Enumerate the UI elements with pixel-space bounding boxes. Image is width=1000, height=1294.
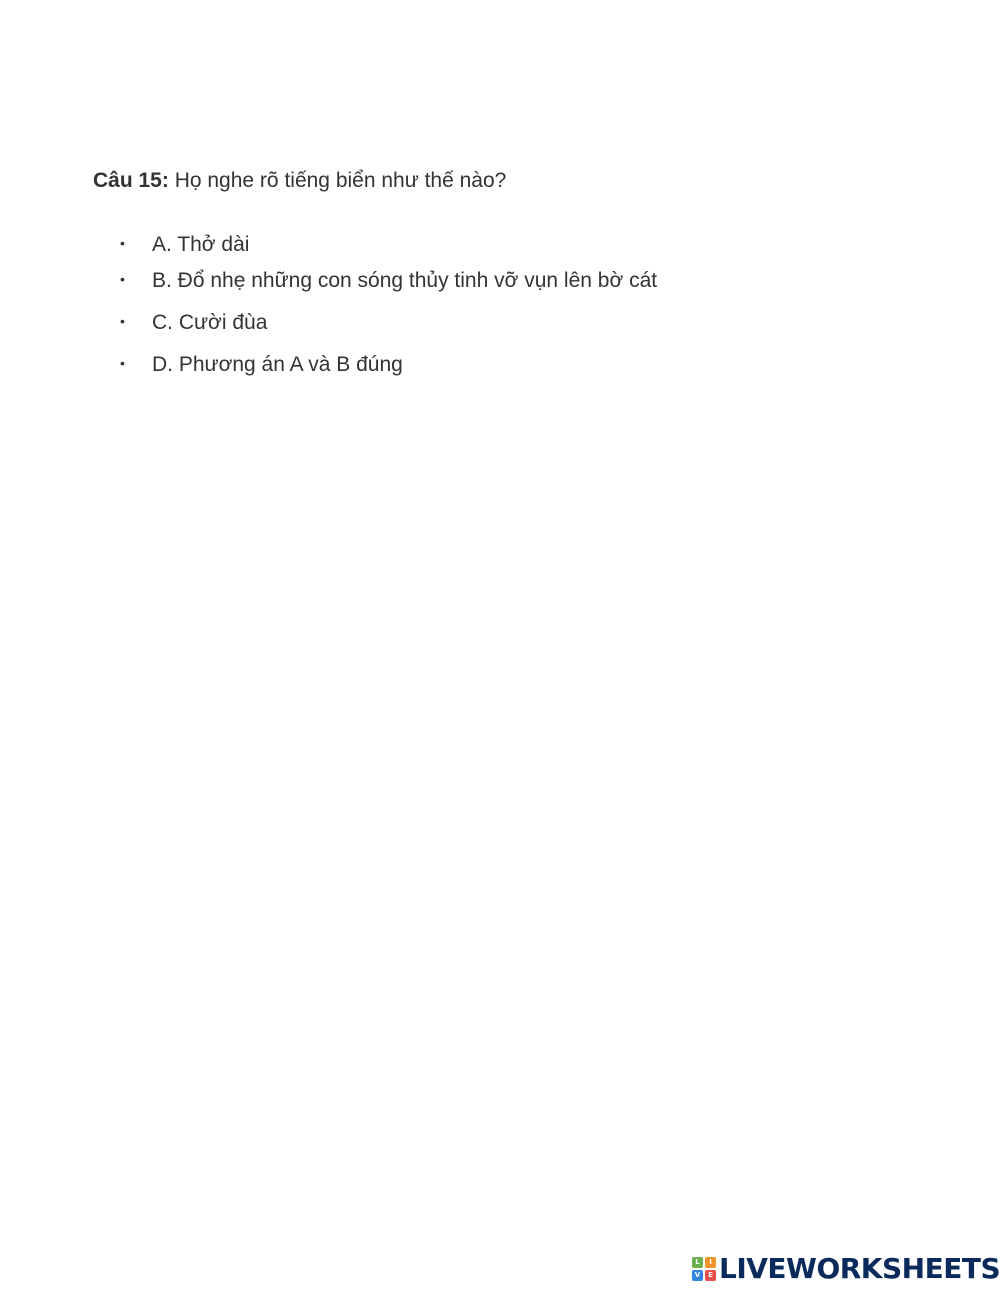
answer-option-a[interactable] (120, 230, 249, 260)
logo-letter-l: L (692, 1257, 703, 1268)
bullet-icon: • (120, 313, 125, 330)
logo-letter-v: V (692, 1270, 703, 1281)
liveworksheets-logo-icon (692, 1257, 716, 1281)
answer-option-b[interactable] (120, 266, 657, 296)
answer-option-d[interactable] (120, 350, 403, 380)
question-prompt (93, 166, 506, 196)
bullet-icon: • (120, 235, 125, 252)
brand-name: LIVEWORKSHEETS (719, 1252, 1000, 1285)
answer-option-d-label: D. Phương án A và B đúng (152, 353, 403, 376)
answer-option-c-label: C. Cười đùa (152, 311, 268, 334)
question-text: Họ nghe rõ tiếng biển như thế nào? (174, 169, 507, 192)
bullet-icon: • (120, 271, 125, 288)
bullet-icon: • (120, 355, 125, 372)
liveworksheets-brand (692, 1252, 1000, 1286)
question-number: Câu 15: (93, 169, 169, 192)
answer-option-c[interactable] (120, 308, 267, 338)
logo-letter-e: E (705, 1270, 716, 1281)
answer-option-a-label: A. Thở dài (152, 233, 250, 256)
answer-option-b-label: B. Đổ nhẹ những con sóng thủy tinh vỡ vụn lên bờ cát (152, 269, 658, 292)
logo-letter-i: I (705, 1257, 716, 1268)
